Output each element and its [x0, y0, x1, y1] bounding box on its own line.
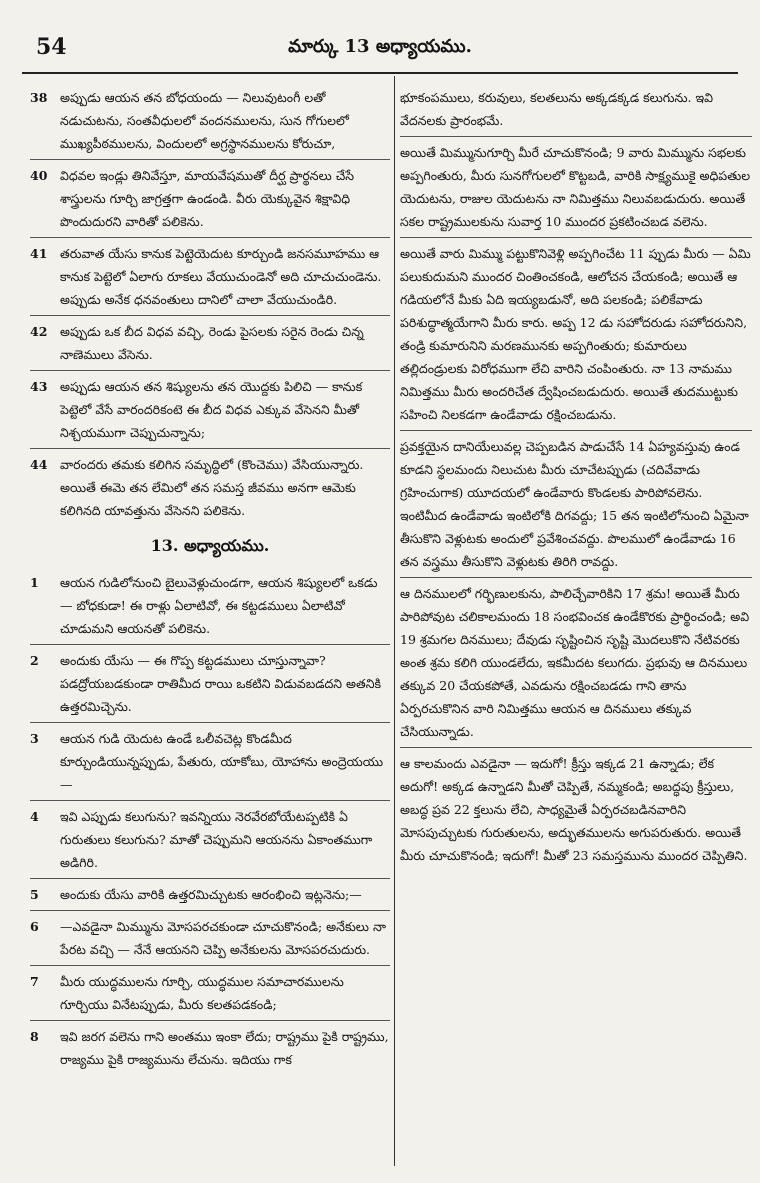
verse-6 [30, 913, 390, 966]
verse-5 [30, 881, 390, 911]
verse-text: అప్పుడు ఒక బీద విధవ వచ్చి, రెండు పైసలకు సరైన రెండు చిన్న నాణెములు వేసెను. [60, 324, 364, 362]
verse-number: 44 [30, 457, 48, 472]
verse-number: 7 [30, 974, 39, 989]
verse-text: ఆయన గుడి యెదుట ఉండే ఒలీవచెట్ల కొండమీద కూర్చుండియున్నప్పుడు, పేతురు, యాకోబు, యోహాను అంద్రెయయు — [60, 731, 384, 792]
paragraph: అయితే మిమ్మునుగూర్చి మీరే చూచుకొనండి; 9 వారు మిమ్మును సభలకు అప్పగింతురు, మీరు సునగోగులలో కొట్టబడి, వారికి సాక్ష్యముకై అధిపతుల యెదుటను, రాజుల యెదుటను నా నిమిత్తము నిలువబడుదురు. అయితే సకల రాష్ట్రములకును సువార్త 10 ముందర ప్రకటించబడ వలెను. [400, 139, 752, 238]
verse-text: —ఎవడైనా మిమ్మును మోసపరచకుండా చూచుకొనండి; అనేకులు నా పేరట వచ్చి — నేనే ఆయనని చెప్పి అనేకులను మోసపరచుదురు. [60, 919, 386, 957]
page-number: 54 [36, 34, 67, 60]
verse-text: ఇవి జరగ వలెను గాని అంతము ఇంకా లేదు; రాష్ట్రము పైకి రాష్ట్రము, రాజ్యము పైకి రాజ్యమును లేచును. ఇదియు గాక [60, 1029, 389, 1067]
left-column [30, 84, 390, 1164]
verse-number: 4 [30, 809, 39, 824]
verse-2 [30, 647, 390, 723]
verse-text: వారందరు తమకు కలిగిన సమృద్ధిలో (కొంచెము) వేసియున్నారు. అయితే ఈమె తన లేమిలో తన సమస్త జీవము అనగా ఆమెకు కలిగినది యావత్తును వేసెనని పలికెను. [60, 457, 364, 518]
chapter-heading: 13. అధ్యాయము. [150, 536, 270, 555]
verse-text: ఇవి ఎప్పుడు కలుగును? ఇవన్నియు నెరవేరబోయేటప్పటికి ఏ గురుతులు కలుగును? మాతో చెప్పుమని ఆయనను ఏకాంతముగా అడిగిరి. [60, 809, 373, 870]
verse-number: 43 [30, 379, 48, 394]
verse-number: 8 [30, 1029, 39, 1044]
verse-7 [30, 968, 390, 1021]
verse-3 [30, 725, 390, 801]
verse-text: అందుకు యేసు వారికి ఉత్తరమిచ్చుటకు ఆరంభించి ఇట్లనెను;— [60, 887, 362, 902]
verse-40 [30, 162, 390, 238]
running-title: మార్కు 13 అధ్యాయము. [288, 36, 472, 57]
verse-text: విధవల ఇండ్లు తినివేస్తూ, మాయవేషముతో దీర్ఘ ప్రార్థనలు చేసే శాస్త్రులను గూర్చి జాగ్రత్తగా ఉండండి. వీరు యెక్కువైన శిక్షావిధి పొందుదురని వారితో పలికెను. [60, 168, 355, 229]
paragraph: ప్రవక్తయైన దానియేలువల్ల చెప్పబడిన పాడుచేసే 14 ఏహ్యవస్తువు ఉండ కూడని స్థలమందు నిలుచుట మీరు చూచేటప్పుడు (చదివేవాడు గ్రహించుగాక) యూదయలో ఉండేవారు కొండలకు పారిపోవలెను. ఇంటిమీద ఉండేవాడు ఇంటిలోకి దిగవద్దు; 15 తన ఇంటిలోనుంచి ఏమైనా తీసుకొని వెళ్లుటకు అందులో ప్రవేశించవద్దు. పొలములో ఉండేవాడు 16 తన వస్త్రము తీసుకొని వెళ్లుటకు తిరిగి రావద్దు. [400, 433, 752, 578]
page-header [22, 22, 738, 74]
verse-number: 2 [30, 653, 39, 668]
verse-number: 3 [30, 731, 39, 746]
verse-text: ఆయన గుడిలోనుంచి బైలువెళ్లుచుండగా, ఆయన శిష్యులలో ఒకడు — బోధకుడా! ఈ రాళ్లు ఏలాటివో, ఈ కట్టడములు ఏలాటివో చూడుమని ఆయనతో పలికెను. [60, 575, 378, 636]
verse-text: తరువాత యేసు కానుక పెట్టెయెదుట కూర్చుండి జనసమూహము ఆ కానుక పెట్టెలో ఏలాగు రూకలు వేయుచుండెనో అది చూచుచుండెను. అప్పుడు అనేక ధనవంతులు దానిలో చాలా వేయుచుండిరి. [60, 246, 382, 307]
verse-number: 1 [30, 575, 39, 590]
paragraph: ఆ దినములలో గర్భిణులకును, పాలిచ్చేవారికిని 17 శ్రమ! అయితే మీరు పారిపోవుట చలికాలమందు 18 సంభవించక ఉండేకొరకు ప్రార్థించండి; అవి 19 శ్రమగల దినములు; దేవుడు సృష్టించిన సృష్టి మొదలుకొని నేటివరకు అంత శ్రమ కలిగి యుండలేదు, ఇకమీదట కలుగదు. ప్రభువు ఆ దినములు తక్కువ 20 చేయకపోతే, ఎవడును రక్షించబడడు గాని తాను ఏర్పరచుకొనిన వారి నిమిత్తము ఆయన ఆ దినములు తక్కువ చేసియున్నాడు. [400, 580, 752, 748]
verse-1 [30, 569, 390, 645]
verse-number: 5 [30, 887, 39, 902]
verse-text: అప్పుడు ఆయన తన బోధయందు — నిలువుటంగీ లతో నడుచుటను, సంతవీధులలో వందనములను, సున గోగులలో ముఖ్యపీఠములను, విందులలో అగ్రస్థానములను కోరుచూ, [60, 90, 349, 151]
verse-number: 42 [30, 324, 48, 339]
verse-text: మీరు యుద్ధములను గూర్చి, యుద్ధముల సమాచారములను గూర్చియు వినేటప్పుడు, మీరు కలతపడకండి; [60, 974, 344, 1012]
paragraph: అయితే వారు మిమ్ము పట్టుకొనివెళ్లి అప్పగించేట 11 ప్పుడు మీరు — ఏమి పలుకుదుమని ముందర చింతించకండి, ఆలోచన చేయకండి; అయితే ఆ గడియలోనే మీకు ఏది ఇయ్యబడునో, అది పలకండి; పలికేవాడు పరిశుద్ధాత్మయేగాని మీరు కారు. అప్ప 12 డు సహోదరుడు సహోదరునిని, తండ్రి కుమారునిని మరణమునకు అప్పగింతురు; కుమారులు తల్లిదండ్రులకు విరోధముగా లేచి వారిని చంపింతురు. నా 13 నామము నిమిత్తము మీరు అందరిచేత ద్వేషించబడుదురు. అయితే తుదముట్టుకు సహించి నిలకడగా ఉండేవాడు రక్షించబడును. [400, 240, 752, 431]
verse-43 [30, 373, 390, 449]
verse-4 [30, 803, 390, 879]
verse-number: 40 [30, 168, 48, 183]
verse-text: అప్పుడు ఆయన తన శిష్యులను తన యొద్దకు పిలిచి — కానుక పెట్టెలో వేసే వారందరికంటె ఈ బీద విధవ ఎక్కువ వేసెనని మీతో నిశ్చయముగా చెప్పుచున్నాను; [60, 379, 363, 440]
verse-number: 38 [30, 90, 48, 105]
verse-41 [30, 240, 390, 316]
verse-number: 6 [30, 919, 39, 934]
verse-38 [30, 84, 390, 160]
verse-text: అందుకు యేసు — ఈ గొప్ప కట్టడములు చూస్తున్నావా? పడద్రోయబడకుండా రాతిమీద రాయి ఒకటిని విడువబడదని అతనికి ఉత్తరమిచ్చెను. [60, 653, 382, 714]
verse-8 [30, 1023, 390, 1075]
paragraph: భూకంపములు, కరువులు, కలతలును అక్కడక్కడ కలుగును. ఇవి వేదనలకు ప్రారంభమే. [400, 84, 752, 137]
column-divider [394, 76, 395, 1166]
verse-44 [30, 451, 390, 526]
right-column [400, 84, 752, 1164]
paragraph: ఆ కాలమందు ఎవడైనా — ఇదుగో! క్రీస్తు ఇక్కడ 21 ఉన్నాడు; లేక అదుగో! అక్కడ ఉన్నాడని మీతో చెప్పితే, నమ్మకండి; అబద్ధపు క్రీస్తులు, అబద్ధ ప్రవ 22 క్తలును లేచి, సాధ్యమైతే ఏర్పరచబడినవారిని మోసపుచ్చుటకు గురుతులను, అద్భుతములను అగుపరుతురు. అయితే మీరు చూచుకొనండి; ఇదుగో! మీతో 23 సమస్తమును ముందర చెప్పితిని. [400, 756, 748, 863]
verse-number: 41 [30, 246, 48, 261]
verse-42 [30, 318, 390, 371]
